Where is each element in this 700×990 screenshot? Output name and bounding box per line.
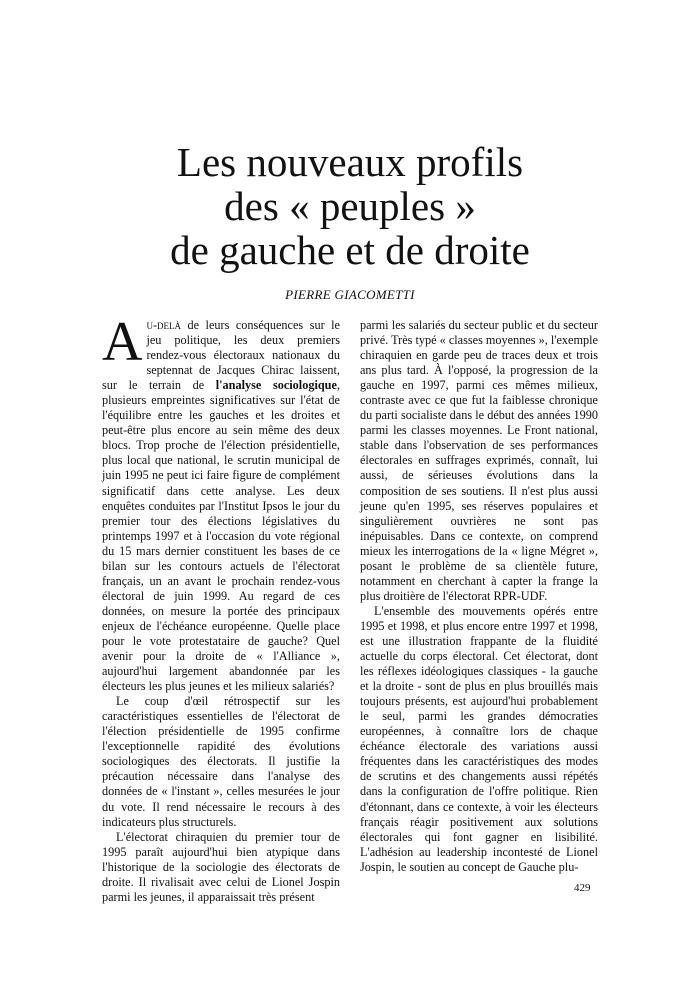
title-line-3: de gauche et de droite <box>170 227 530 273</box>
paragraph-text: de leurs conséquences sur le jeu politique, les deux premiers rendez-vous électoraux nationaux du septennat de Jacques Chirac laissent, sur le terrain de <box>102 318 340 393</box>
paragraph-text: , plusieurs empreintes significatives sur l'état de l'équilibre entre les gauches et les droites et peut-être plus encore au sein même des deux blocs. Trop proche de l'élection présidentielle, plus local que national, le scrutin municipal de juin 1995 ne peut ici faire figure de complément significatif dans cette analyse. Les deux enquêtes conduites par l'Institut Ipsos le jour du premier tour des élections législatives du printemps 1997 et à l'occasion du vote régional du 15 mars dernier constituent les bases de ce bilan sur les contours actuels de l'électorat français, un an avant le prochain rendez-vous électoral de juin 1999. Au regard de ces données, on mesure la portée des principaux enjeux de l'échéance européenne. Quelle place pour le vote protestataire de gauche? Quel avenir pour la droite de « l'Alliance », aujourd'hui largement abandonnée par les électeurs les plus jeunes et les milieux salariés? <box>102 378 340 694</box>
left-column <box>102 311 340 905</box>
author-name: PIERRE GIACOMETTI <box>285 287 415 302</box>
right-column <box>360 318 598 875</box>
title-line-2: des « peuples » <box>224 183 476 229</box>
paragraph: Le coup d'œil rétrospectif sur les caractéristiques essentielles de l'électorat de l'élection présidentielle de 1995 confirme l'exceptionnelle rapidité des évolutions sociologiques des électorats. Il justifie la précaution nécessaire dans l'analyse des données de « l'instant », celles mesurées le jour du vote. Il rend nécessaire le recours à des indicateurs plus structurels. <box>102 694 340 829</box>
paragraph: parmi les salariés du secteur public et du secteur privé. Très typé « classes moyennes », l'exemple chiraquien en garde peu de traces deux et trois ans plus tard. À l'opposé, la progression de la gauche en 1997, parmi ces mêmes milieux, contraste avec ce que fut la faiblesse chronique du parti socialiste dans le début des années 1990 parmi les classes moyennes. Le Front national, stable dans l'observation de ses performances électorales en suffrages exprimés, connaît, lui aussi, de sérieuses évolutions dans la composition de ses soutiens. Il n'est plus aussi jeune qu'en 1995, ses réserves populaires et singulièrement ouvrières ne sont pas inépuisables. Dans ce contexte, on comprend mieux les interrogations de la « ligne Mégret », posant le problème de sa clientèle future, notamment en cherchant à capter la frange la plus droitière de l'électorat RPR-UDF. <box>360 318 598 603</box>
lead-in-smallcaps: u-delà <box>146 318 182 332</box>
paragraph <box>102 311 340 694</box>
paragraph: L'ensemble des mouvements opérés entre 1995 et 1998, et plus encore entre 1997 et 1998, est une illustration frappante de la fluidité actuelle du corps électoral. Cet électorat, dont les réflexes idéologiques classiques - la gauche et la droite - sont de plus en plus brouillés mais toujours présents, est aujourd'hui probablement le seul, parmi les grandes démocraties européennes, à connaître lors de chaque échéance électorale des variations aussi fréquentes dans les caractéristiques des modes de scrutins et des changements aussi répétés dans la configuration de l'offre politique. Rien d'étonnant, dans ce contexte, à voir les électeurs français réagir positivement aux solutions électorales qui font gagner en lisibilité. L'adhésion au leadership incontesté de Lionel Jospin, le soutien au concept de Gauche plu- <box>360 603 598 874</box>
title-line-1: Les nouveaux profils <box>176 139 524 185</box>
drop-cap: A <box>102 311 143 373</box>
bold-term: l'analyse sociologique <box>215 378 337 393</box>
page-number: 429 <box>574 882 591 894</box>
paragraph: L'électorat chiraquien du premier tour de 1995 paraît aujourd'hui bien atypique dans l'historique de la sociologie des électorats de droite. Il rivalisait avec celui de Lionel Jospin parmi les jeunes, il apparaissait très présent <box>102 829 340 904</box>
article-title <box>80 140 620 272</box>
